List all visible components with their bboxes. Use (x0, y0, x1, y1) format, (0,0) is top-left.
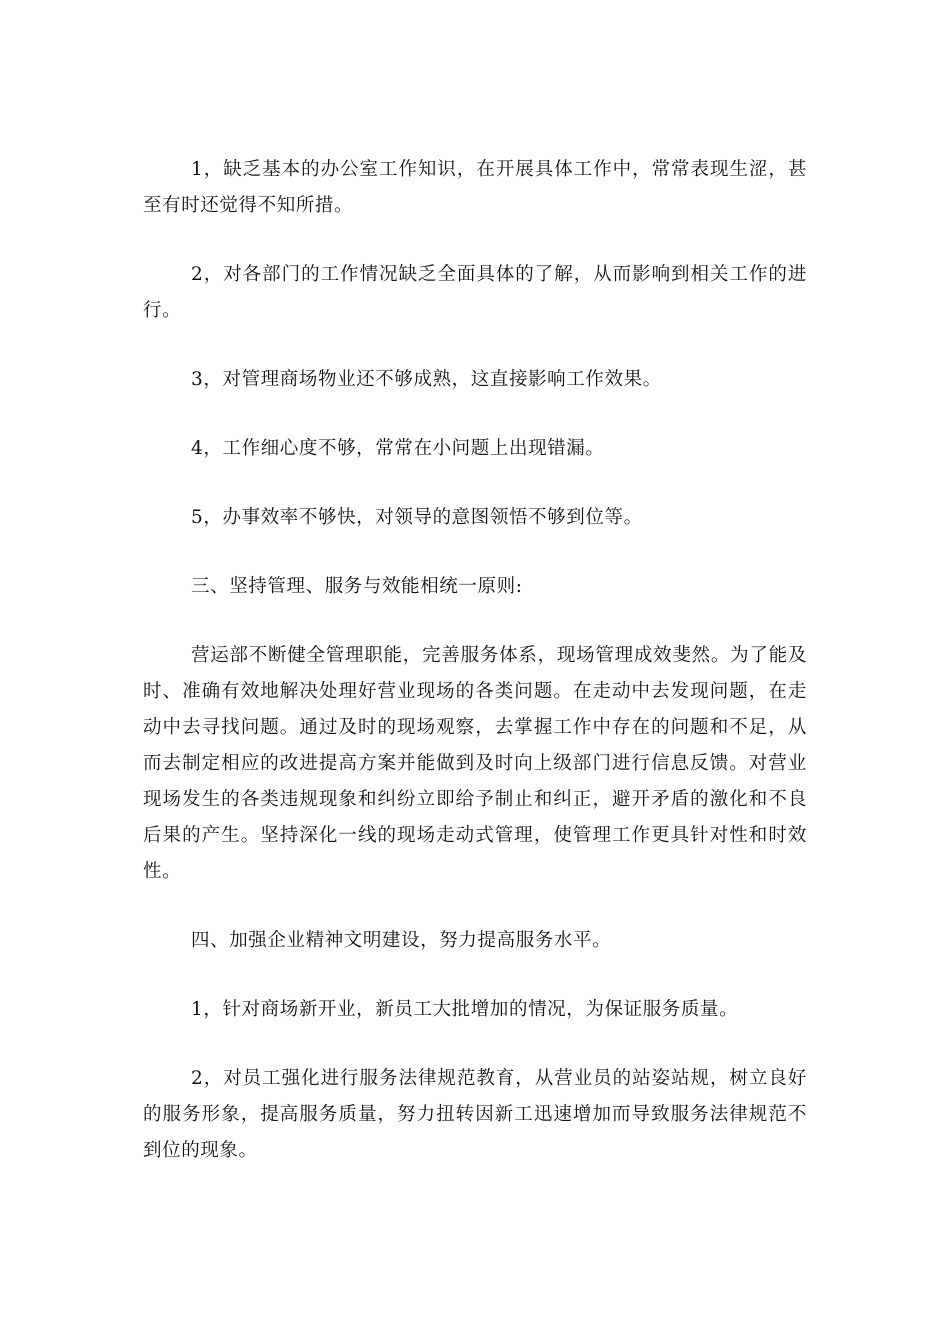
paragraph-issue-4: 4，工作细心度不够，常常在小问题上出现错漏。 (191, 438, 605, 459)
paragraph-issue-3: 3，对管理商场物业还不够成熟，这直接影响工作效果。 (191, 369, 662, 390)
paragraph-issue-2: 2，对各部门的工作情况缺乏全面具体的了解，从而影响到相关工作的进行。 (143, 264, 807, 321)
paragraph-issue-5: 5，办事效率不够快，对领导的意图领悟不够到位等。 (191, 507, 643, 528)
document-body (143, 152, 807, 1202)
paragraph-section-3-body: 营运部不断健全管理职能，完善服务体系，现场管理成效斐然。为了能及时、准确有效地解决处理好营业现场的各类问题。在走动中去发现问题，在走动中去寻找问题。通过及时的现场观察，去掌握工作中存在的问题和不足，从而去制定相应的改进提高方案并能做到及时向上级部门进行信息反馈。对营业现场发生的各类违规现象和纠纷立即给予制止和纠正，避开矛盾的激化和不良后果的产生。坚持深化一线的现场走动式管理，使管理工作更具针对性和时效性。 (143, 645, 807, 882)
paragraph-section-4-item-1: 1，针对商场新开业，新员工大批增加的情况，为保证服务质量。 (191, 999, 739, 1020)
paragraph-section-4-item-2: 2，对员工强化进行服务法律规范教育，从营业员的站姿站规，树立良好的服务形象，提高服务质量，努力扭转因新工迅速增加而导致服务法律规范不到位的现象。 (143, 1068, 807, 1161)
section-heading-4: 四、加强企业精神文明建设，努力提高服务水平。 (191, 930, 612, 951)
paragraph-issue-1: 1，缺乏基本的办公室工作知识，在开展具体工作中，常常表现生涩，甚至有时还觉得不知所措。 (143, 159, 807, 216)
section-heading-3: 三、坚持管理、服务与效能相统一原则: (191, 576, 523, 597)
